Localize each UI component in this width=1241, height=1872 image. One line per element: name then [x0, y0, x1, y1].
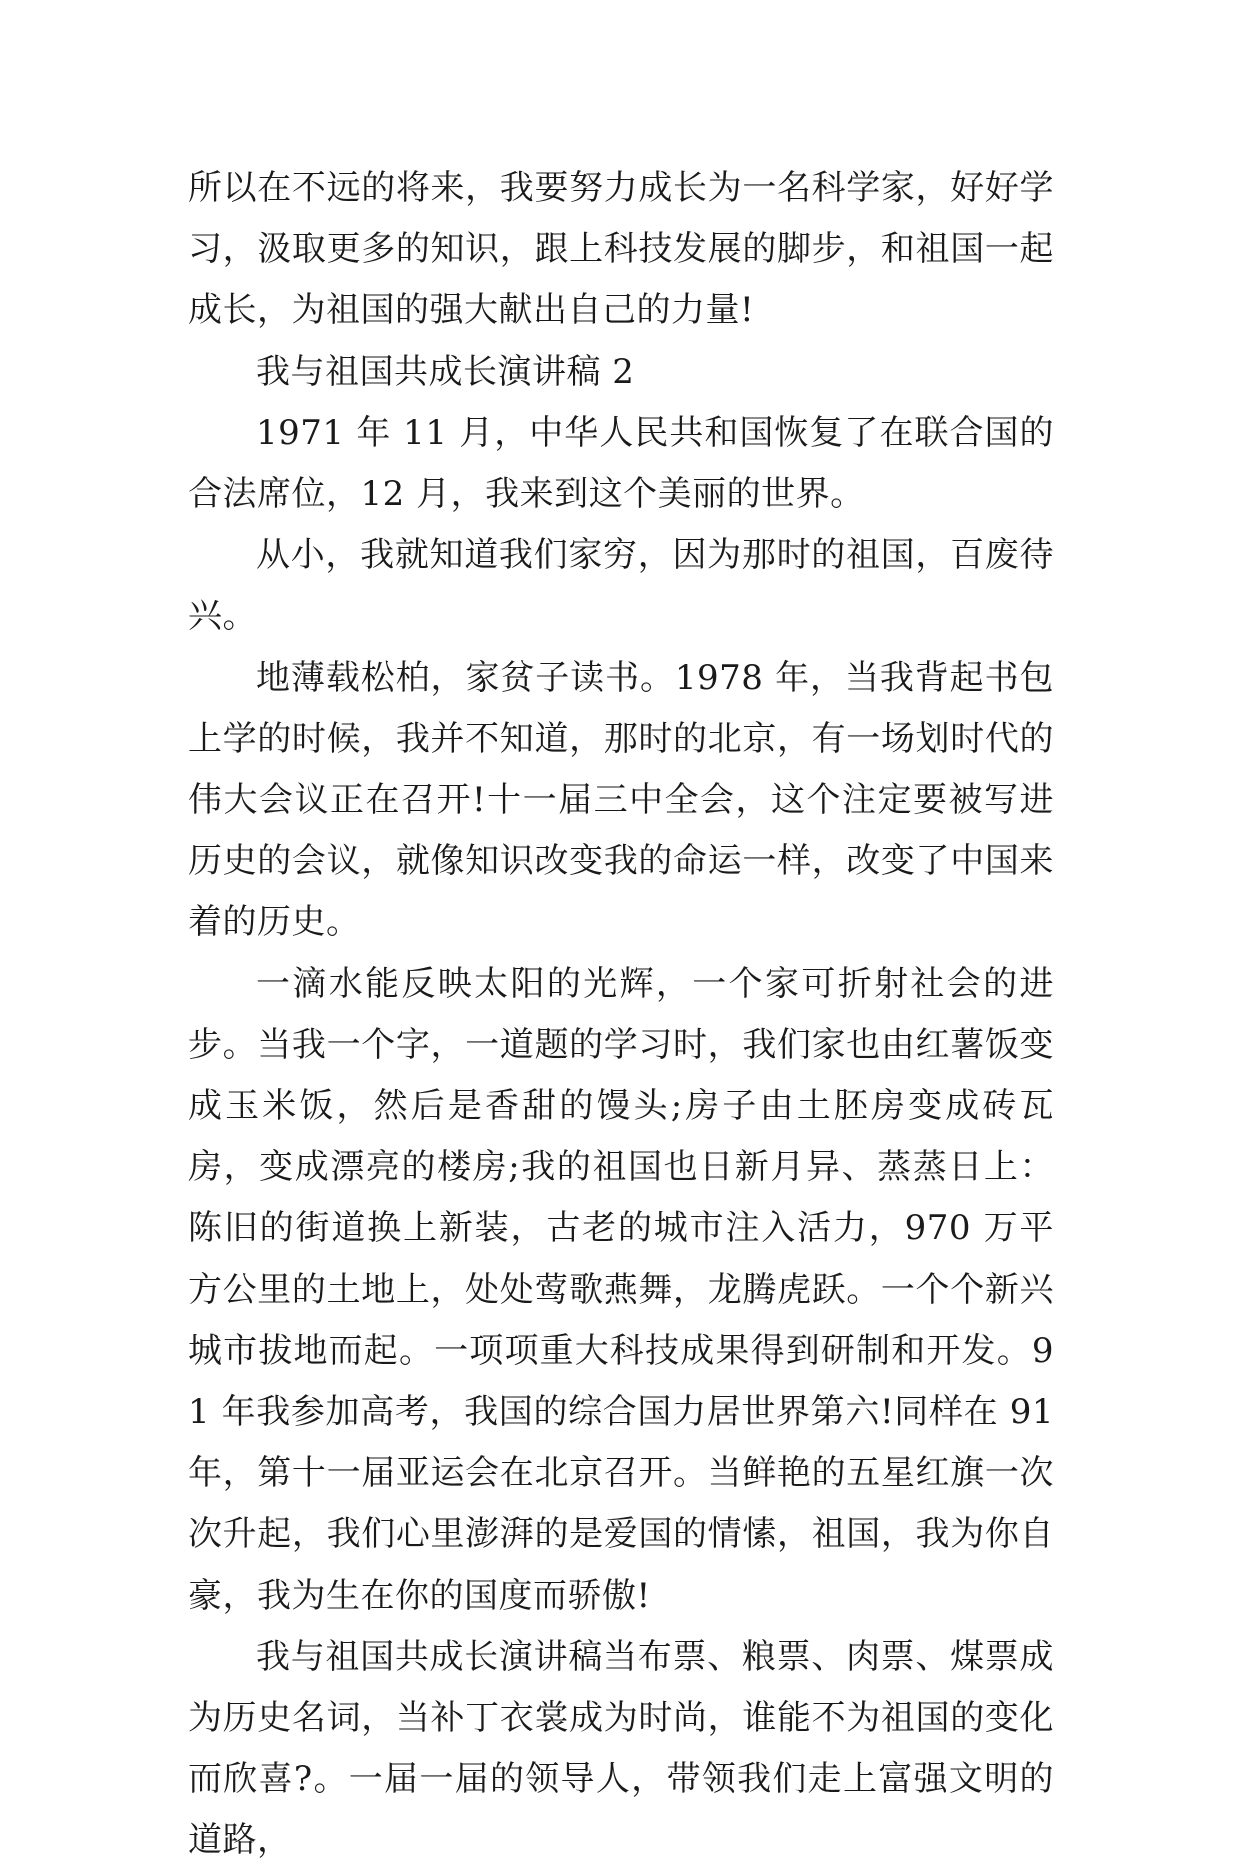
body-text: [188, 158, 1054, 1872]
paragraph-1: 所以在不远的将来，我要努力成长为一名科学家，好好学习，汲取更多的知识，跟上科技发展的脚步，和祖国一起成长，为祖国的强大献出自己的力量!: [188, 168, 1054, 331]
paragraph-4: 从小，我就知道我们家穷，因为那时的祖国，百废待兴。: [188, 535, 1054, 637]
paragraph-5: 地薄载松柏，家贫子读书。1978 年，当我背起书包上学的时候，我并不知道，那时的北京，有一场划时代的伟大会议正在召开!十一届三中全会，这个注定要被写进历史的会议，就像知识改变我的命运一样，改变了中国来着的历史。: [188, 657, 1054, 943]
paragraph-7: 我与祖国共成长演讲稿当布票、粮票、肉票、煤票成为历史名词，当补丁衣裳成为时尚，谁能不为祖国的变化而欣喜?。一届一届的领导人，带领我们走上富强文明的道路，: [188, 1636, 1054, 1861]
paragraph-6: 一滴水能反映太阳的光辉，一个家可折射社会的进步。当我一个字，一道题的学习时，我们家也由红薯饭变成玉米饭，然后是香甜的馒头;房子由土胚房变成砖瓦房，变成漂亮的楼房;我的祖国也日新月异、蒸蒸日上：陈旧的街道换上新装，古老的城市注入活力，970 万平方公里的土地上，处处莺歌燕舞，龙腾虎跃。一个个新兴城市拔地而起。一项项重大科技成果得到研制和开发。91 年我参加高考，我国的综合国力居世界第六!同样在 91 年，第十一届亚运会在北京召开。当鲜艳的五星红旗一次次升起，我们心里澎湃的是爱国的情愫，祖国，我为你自豪，我为生在你的国度而骄傲!: [188, 963, 1054, 1616]
paragraph-3: 1971 年 11 月，中华人民共和国恢复了在联合国的合法席位，12 月，我来到这个美丽的世界。: [188, 412, 1054, 515]
section-heading: 我与祖国共成长演讲稿 2: [256, 351, 635, 392]
